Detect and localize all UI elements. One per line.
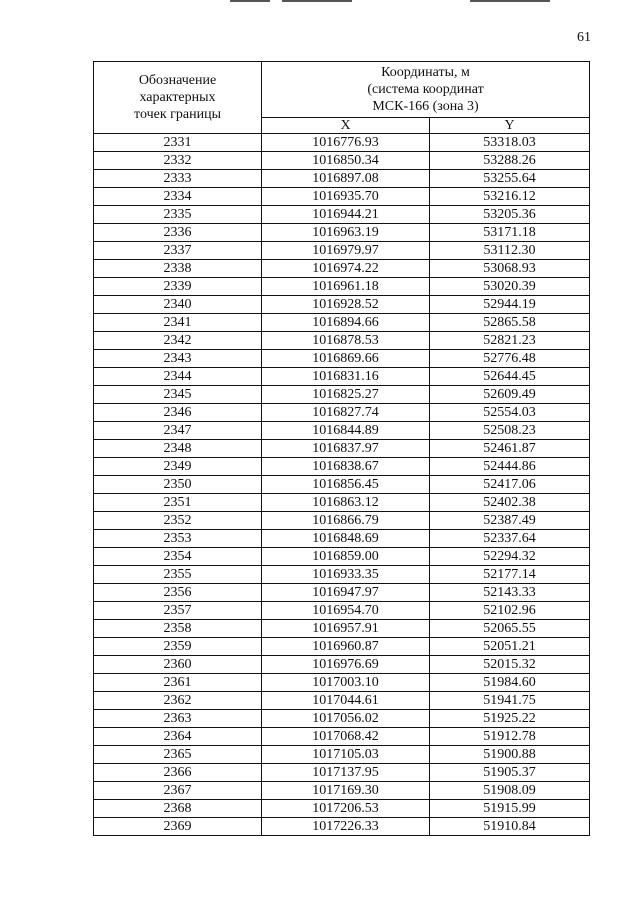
y-coordinate-cell: 53318.03 [430,134,590,152]
point-id-cell: 2357 [94,602,262,620]
y-coordinate-cell: 52554.03 [430,404,590,422]
point-id-cell: 2338 [94,260,262,278]
point-id-cell: 2335 [94,206,262,224]
point-id-cell: 2340 [94,296,262,314]
table-row [94,278,590,296]
x-coordinate-cell: 1016848.69 [262,530,430,548]
table-row [94,692,590,710]
table-row [94,638,590,656]
x-coordinate-cell: 1016894.66 [262,314,430,332]
table-row [94,242,590,260]
y-coordinate-cell: 52865.58 [430,314,590,332]
point-id-cell: 2343 [94,350,262,368]
point-id-cell: 2366 [94,764,262,782]
x-coordinate-cell: 1016825.27 [262,386,430,404]
table-row [94,188,590,206]
x-coordinate-cell: 1016928.52 [262,296,430,314]
table-row [94,332,590,350]
point-id-cell: 2349 [94,458,262,476]
table-body [94,134,590,836]
coordinates-header [262,62,590,118]
coords-header-line: (система координат [367,82,484,97]
table-row [94,440,590,458]
point-id-cell: 2358 [94,620,262,638]
point-id-cell: 2342 [94,332,262,350]
x-coordinate-cell: 1016837.97 [262,440,430,458]
x-column-header: X [262,118,430,134]
point-id-cell: 2368 [94,800,262,818]
y-coordinate-cell: 53205.36 [430,206,590,224]
point-designation-header [94,62,262,134]
x-coordinate-cell: 1016838.67 [262,458,430,476]
coords-header-line: МСК-166 (зона 3) [372,99,479,114]
y-coordinate-cell: 53255.64 [430,170,590,188]
y-coordinate-cell: 52609.49 [430,386,590,404]
y-coordinate-cell: 52015.32 [430,656,590,674]
point-id-cell: 2333 [94,170,262,188]
x-coordinate-cell: 1016960.87 [262,638,430,656]
x-coordinate-cell: 1016776.93 [262,134,430,152]
x-coordinate-cell: 1016974.22 [262,260,430,278]
y-coordinate-cell: 52944.19 [430,296,590,314]
point-id-cell: 2359 [94,638,262,656]
x-coordinate-cell: 1017044.61 [262,692,430,710]
table-row [94,674,590,692]
header-label-line: Обозначение [138,73,217,88]
table-row [94,296,590,314]
y-coordinate-cell: 52102.96 [430,602,590,620]
table-row [94,710,590,728]
y-coordinate-cell: 52402.38 [430,494,590,512]
x-coordinate-cell: 1016850.34 [262,152,430,170]
point-id-cell: 2353 [94,530,262,548]
x-coordinate-cell: 1017056.02 [262,710,430,728]
y-coordinate-cell: 53216.12 [430,188,590,206]
point-id-cell: 2332 [94,152,262,170]
point-id-cell: 2344 [94,368,262,386]
table-row [94,548,590,566]
table-row [94,602,590,620]
point-id-cell: 2364 [94,728,262,746]
x-coordinate-cell: 1017137.95 [262,764,430,782]
y-coordinate-cell: 52461.87 [430,440,590,458]
y-coordinate-cell: 51900.88 [430,746,590,764]
y-coordinate-cell: 53020.39 [430,278,590,296]
coordinates-table [93,61,590,836]
point-id-cell: 2362 [94,692,262,710]
y-coordinate-cell: 51984.60 [430,674,590,692]
table-row [94,512,590,530]
point-id-cell: 2341 [94,314,262,332]
table-row [94,404,590,422]
y-coordinate-cell: 51915.99 [430,800,590,818]
table-row [94,134,590,152]
x-coordinate-cell: 1016957.91 [262,620,430,638]
point-id-cell: 2337 [94,242,262,260]
x-coordinate-cell: 1017206.53 [262,800,430,818]
x-coordinate-cell: 1016979.97 [262,242,430,260]
coords-header-line: Координаты, м [381,65,470,80]
x-coordinate-cell: 1016859.00 [262,548,430,566]
x-coordinate-cell: 1016944.21 [262,206,430,224]
point-id-cell: 2369 [94,818,262,836]
table-row [94,206,590,224]
table-row [94,818,590,836]
table-row [94,620,590,638]
table-row [94,728,590,746]
point-id-cell: 2345 [94,386,262,404]
y-coordinate-cell: 53288.26 [430,152,590,170]
table-row [94,152,590,170]
y-coordinate-cell: 53068.93 [430,260,590,278]
table-row [94,314,590,332]
y-coordinate-cell: 51941.75 [430,692,590,710]
y-coordinate-cell: 52444.86 [430,458,590,476]
point-id-cell: 2351 [94,494,262,512]
x-coordinate-cell: 1016963.19 [262,224,430,242]
table-row [94,224,590,242]
y-coordinate-cell: 52337.64 [430,530,590,548]
point-id-cell: 2334 [94,188,262,206]
x-coordinate-cell: 1017226.33 [262,818,430,836]
y-coordinate-cell: 52065.55 [430,620,590,638]
y-coordinate-cell: 51910.84 [430,818,590,836]
point-id-cell: 2355 [94,566,262,584]
point-id-cell: 2350 [94,476,262,494]
y-coordinate-cell: 51908.09 [430,782,590,800]
point-id-cell: 2348 [94,440,262,458]
x-coordinate-cell: 1016976.69 [262,656,430,674]
y-coordinate-cell: 52177.14 [430,566,590,584]
table-row [94,494,590,512]
point-id-cell: 2346 [94,404,262,422]
table-row [94,260,590,278]
table-row [94,764,590,782]
table-row [94,458,590,476]
y-coordinate-cell: 51905.37 [430,764,590,782]
table-row [94,350,590,368]
table-row [94,566,590,584]
x-coordinate-cell: 1016961.18 [262,278,430,296]
y-coordinate-cell: 53112.30 [430,242,590,260]
y-coordinate-cell: 53171.18 [430,224,590,242]
y-coordinate-cell: 52776.48 [430,350,590,368]
point-id-cell: 2347 [94,422,262,440]
y-coordinate-cell: 51925.22 [430,710,590,728]
x-coordinate-cell: 1017105.03 [262,746,430,764]
x-coordinate-cell: 1016827.74 [262,404,430,422]
table-row [94,656,590,674]
page-number: 61 [577,30,591,45]
x-coordinate-cell: 1016869.66 [262,350,430,368]
x-coordinate-cell: 1016897.08 [262,170,430,188]
table-row [94,782,590,800]
y-coordinate-cell: 52387.49 [430,512,590,530]
y-coordinate-cell: 52143.33 [430,584,590,602]
y-coordinate-cell: 52294.32 [430,548,590,566]
x-coordinate-cell: 1016844.89 [262,422,430,440]
x-coordinate-cell: 1016954.70 [262,602,430,620]
table-row [94,800,590,818]
table-row [94,584,590,602]
point-id-cell: 2352 [94,512,262,530]
x-coordinate-cell: 1016933.35 [262,566,430,584]
table-row [94,476,590,494]
x-coordinate-cell: 1016935.70 [262,188,430,206]
point-id-cell: 2361 [94,674,262,692]
point-id-cell: 2365 [94,746,262,764]
y-coordinate-cell: 52644.45 [430,368,590,386]
point-id-cell: 2339 [94,278,262,296]
table-row [94,386,590,404]
table-row [94,170,590,188]
x-coordinate-cell: 1016866.79 [262,512,430,530]
x-coordinate-cell: 1017169.30 [262,782,430,800]
point-id-cell: 2356 [94,584,262,602]
table-row [94,422,590,440]
point-id-cell: 2367 [94,782,262,800]
x-coordinate-cell: 1016831.16 [262,368,430,386]
x-coordinate-cell: 1016947.97 [262,584,430,602]
y-coordinate-cell: 52821.23 [430,332,590,350]
top-scan-marks [230,0,570,3]
x-coordinate-cell: 1017068.42 [262,728,430,746]
y-coordinate-cell: 51912.78 [430,728,590,746]
table-row [94,530,590,548]
point-id-cell: 2363 [94,710,262,728]
table-row [94,746,590,764]
header-label-line: характерных [139,90,216,105]
y-coordinate-cell: 52417.06 [430,476,590,494]
y-coordinate-cell: 52051.21 [430,638,590,656]
point-id-cell: 2331 [94,134,262,152]
table-row [94,368,590,386]
x-coordinate-cell: 1017003.10 [262,674,430,692]
header-label-line: точек границы [134,107,221,122]
y-coordinate-cell: 52508.23 [430,422,590,440]
point-id-cell: 2336 [94,224,262,242]
x-coordinate-cell: 1016878.53 [262,332,430,350]
x-coordinate-cell: 1016863.12 [262,494,430,512]
y-column-header: Y [430,118,590,134]
point-id-cell: 2354 [94,548,262,566]
point-id-cell: 2360 [94,656,262,674]
x-coordinate-cell: 1016856.45 [262,476,430,494]
